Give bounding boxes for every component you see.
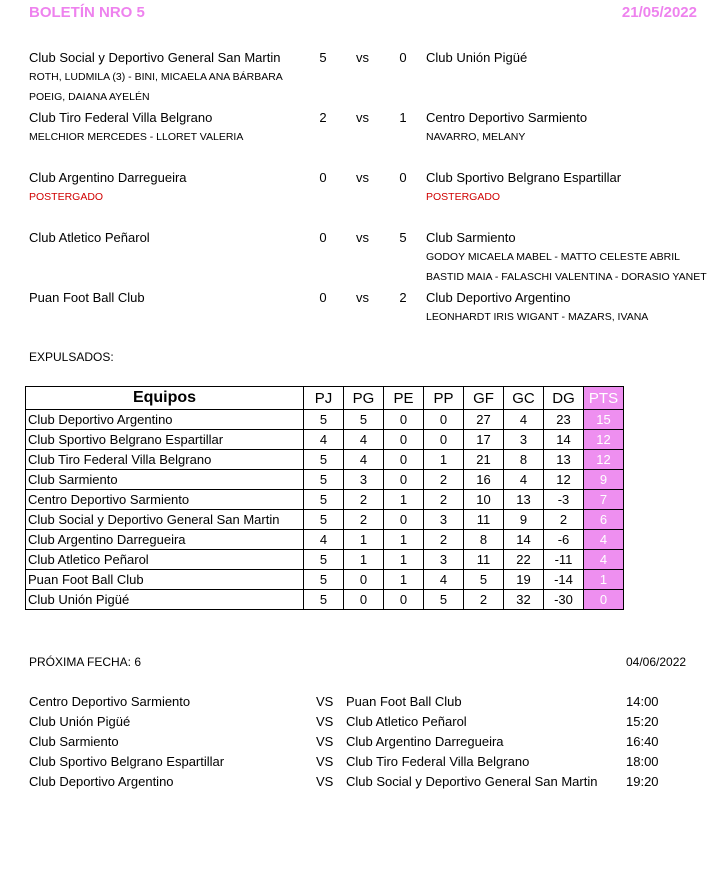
dg-cell: -6 bbox=[544, 530, 584, 550]
team-name-cell: Club Unión Pigüé bbox=[26, 590, 304, 610]
fixture-time: 16:40 bbox=[626, 734, 659, 749]
team-name-cell: Club Social y Deportivo General San Martin bbox=[26, 510, 304, 530]
away-team: Club Sportivo Belgrano Espartillar bbox=[426, 170, 622, 185]
pg-cell: 1 bbox=[344, 530, 384, 550]
header-pts: PTS bbox=[584, 387, 624, 410]
vs-label: vs bbox=[356, 290, 369, 305]
pts-cell: 7 bbox=[584, 490, 624, 510]
dg-cell: -14 bbox=[544, 570, 584, 590]
header-gc: GC bbox=[504, 387, 544, 410]
table-header-row bbox=[26, 387, 624, 410]
fixture-time: 14:00 bbox=[626, 694, 659, 709]
home-scorers: POEIG, DAIANA AYELÉN bbox=[29, 91, 150, 103]
home-score: 0 bbox=[319, 170, 327, 185]
home-score: 5 bbox=[319, 50, 327, 65]
vs-label: vs bbox=[356, 50, 369, 65]
fixture-vs-label: VS bbox=[316, 694, 334, 709]
fixture-away-team: Club Atletico Peñarol bbox=[346, 714, 467, 729]
fixture-time: 18:00 bbox=[626, 754, 659, 769]
fixture-vs-label: VS bbox=[316, 714, 334, 729]
pj-cell: 4 bbox=[304, 430, 344, 450]
fixture-home-team: Club Unión Pigüé bbox=[29, 714, 131, 729]
fixture-away-team: Club Social y Deportivo General San Martin bbox=[346, 774, 598, 789]
next-round-label: PRÓXIMA FECHA: 6 bbox=[29, 655, 142, 669]
gf-cell: 5 bbox=[464, 570, 504, 590]
fixture-vs-label: VS bbox=[316, 754, 334, 769]
pts-cell: 4 bbox=[584, 550, 624, 570]
pe-cell: 1 bbox=[384, 550, 424, 570]
gc-cell: 22 bbox=[504, 550, 544, 570]
pp-cell: 3 bbox=[424, 550, 464, 570]
team-name-cell: Club Sarmiento bbox=[26, 470, 304, 490]
pts-cell: 15 bbox=[584, 410, 624, 430]
pj-cell: 5 bbox=[304, 470, 344, 490]
pg-cell: 2 bbox=[344, 490, 384, 510]
vs-label: vs bbox=[356, 110, 369, 125]
dg-cell: -3 bbox=[544, 490, 584, 510]
away-score: 5 bbox=[399, 230, 407, 245]
pg-cell: 4 bbox=[344, 430, 384, 450]
pp-cell: 1 bbox=[424, 450, 464, 470]
gc-cell: 13 bbox=[504, 490, 544, 510]
pj-cell: 5 bbox=[304, 450, 344, 470]
pp-cell: 3 bbox=[424, 510, 464, 530]
pp-cell: 2 bbox=[424, 470, 464, 490]
team-name-cell: Puan Foot Ball Club bbox=[26, 570, 304, 590]
fixture-vs-label: VS bbox=[316, 774, 334, 789]
fixture-home-team: Club Deportivo Argentino bbox=[29, 774, 174, 789]
gc-cell: 19 bbox=[504, 570, 544, 590]
team-name-cell: Club Atletico Peñarol bbox=[26, 550, 304, 570]
pp-cell: 2 bbox=[424, 530, 464, 550]
home-team: Puan Foot Ball Club bbox=[29, 290, 145, 305]
team-name-cell: Club Deportivo Argentino bbox=[26, 410, 304, 430]
dg-cell: 12 bbox=[544, 470, 584, 490]
dg-cell: 23 bbox=[544, 410, 584, 430]
gf-cell: 27 bbox=[464, 410, 504, 430]
away-scorers: LEONHARDT IRIS WIGANT - MAZARS, IVANA bbox=[426, 311, 649, 323]
gf-cell: 10 bbox=[464, 490, 504, 510]
pp-cell: 5 bbox=[424, 590, 464, 610]
pts-cell: 4 bbox=[584, 530, 624, 550]
fixture-away-team: Puan Foot Ball Club bbox=[346, 694, 462, 709]
fixture-time: 15:20 bbox=[626, 714, 659, 729]
pg-cell: 0 bbox=[344, 590, 384, 610]
gc-cell: 3 bbox=[504, 430, 544, 450]
table-row bbox=[26, 450, 624, 470]
pj-cell: 4 bbox=[304, 530, 344, 550]
table-row bbox=[26, 430, 624, 450]
home-team: Club Tiro Federal Villa Belgrano bbox=[29, 110, 213, 125]
gc-cell: 4 bbox=[504, 470, 544, 490]
gf-cell: 2 bbox=[464, 590, 504, 610]
home-score: 0 bbox=[319, 230, 327, 245]
pg-cell: 1 bbox=[344, 550, 384, 570]
next-round-date: 04/06/2022 bbox=[626, 655, 687, 669]
pj-cell: 5 bbox=[304, 570, 344, 590]
vs-label: vs bbox=[356, 170, 369, 185]
fixture-home-team: Club Sarmiento bbox=[29, 734, 119, 749]
pe-cell: 1 bbox=[384, 570, 424, 590]
away-scorers: GODOY MICAELA MABEL - MATTO CELESTE ABRIL bbox=[426, 251, 681, 263]
team-name-cell: Centro Deportivo Sarmiento bbox=[26, 490, 304, 510]
standings-table bbox=[25, 386, 624, 610]
pts-cell: 0 bbox=[584, 590, 624, 610]
table-row bbox=[26, 510, 624, 530]
pp-cell: 2 bbox=[424, 490, 464, 510]
postponed-note: POSTERGADO bbox=[426, 191, 501, 203]
pts-cell: 12 bbox=[584, 430, 624, 450]
pe-cell: 1 bbox=[384, 490, 424, 510]
pe-cell: 0 bbox=[384, 450, 424, 470]
dg-cell: 13 bbox=[544, 450, 584, 470]
dg-cell: -11 bbox=[544, 550, 584, 570]
table-row bbox=[26, 490, 624, 510]
pe-cell: 0 bbox=[384, 410, 424, 430]
header-dg: DG bbox=[544, 387, 584, 410]
pg-cell: 4 bbox=[344, 450, 384, 470]
pe-cell: 1 bbox=[384, 530, 424, 550]
pts-cell: 1 bbox=[584, 570, 624, 590]
pg-cell: 0 bbox=[344, 570, 384, 590]
away-team: Club Sarmiento bbox=[426, 230, 516, 245]
gf-cell: 11 bbox=[464, 510, 504, 530]
fixture-away-team: Club Argentino Darregueira bbox=[346, 734, 504, 749]
away-scorers: NAVARRO, MELANY bbox=[426, 131, 526, 143]
pj-cell: 5 bbox=[304, 410, 344, 430]
away-score: 0 bbox=[399, 50, 407, 65]
table-row bbox=[26, 550, 624, 570]
home-scorers: ROTH, LUDMILA (3) - BINI, MICAELA ANA BÁRBARA bbox=[29, 71, 283, 83]
postponed-note: POSTERGADO bbox=[29, 191, 104, 203]
header-pj: PJ bbox=[304, 387, 344, 410]
fixture-home-team: Club Sportivo Belgrano Espartillar bbox=[29, 754, 225, 769]
pj-cell: 5 bbox=[304, 490, 344, 510]
away-team: Centro Deportivo Sarmiento bbox=[426, 110, 588, 125]
header-pp: PP bbox=[424, 387, 464, 410]
header-pg: PG bbox=[344, 387, 384, 410]
expulsados-label: EXPULSADOS: bbox=[29, 350, 114, 364]
pe-cell: 0 bbox=[384, 430, 424, 450]
home-score: 0 bbox=[319, 290, 327, 305]
fixture-away-team: Club Tiro Federal Villa Belgrano bbox=[346, 754, 530, 769]
home-scorers: MELCHIOR MERCEDES - LLORET VALERIA bbox=[29, 131, 244, 143]
bulletin-date: 21/05/2022 bbox=[621, 4, 697, 21]
home-team: Club Argentino Darregueira bbox=[29, 170, 187, 185]
fixture-home-team: Centro Deportivo Sarmiento bbox=[29, 694, 191, 709]
pe-cell: 0 bbox=[384, 590, 424, 610]
table-row bbox=[26, 470, 624, 490]
away-score: 0 bbox=[399, 170, 407, 185]
team-name-cell: Club Sportivo Belgrano Espartillar bbox=[26, 430, 304, 450]
pg-cell: 2 bbox=[344, 510, 384, 530]
gc-cell: 9 bbox=[504, 510, 544, 530]
pts-cell: 12 bbox=[584, 450, 624, 470]
home-team: Club Atletico Peñarol bbox=[29, 230, 150, 245]
pp-cell: 0 bbox=[424, 410, 464, 430]
dg-cell: 2 bbox=[544, 510, 584, 530]
away-score: 1 bbox=[399, 110, 407, 125]
table-row bbox=[26, 590, 624, 610]
gc-cell: 8 bbox=[504, 450, 544, 470]
pg-cell: 5 bbox=[344, 410, 384, 430]
gf-cell: 8 bbox=[464, 530, 504, 550]
gf-cell: 21 bbox=[464, 450, 504, 470]
gf-cell: 17 bbox=[464, 430, 504, 450]
header-pe: PE bbox=[384, 387, 424, 410]
gc-cell: 32 bbox=[504, 590, 544, 610]
fixture-time: 19:20 bbox=[626, 774, 659, 789]
dg-cell: 14 bbox=[544, 430, 584, 450]
away-team: Club Unión Pigüé bbox=[426, 50, 528, 65]
gc-cell: 4 bbox=[504, 410, 544, 430]
home-team: Club Social y Deportivo General San Martin bbox=[29, 50, 281, 65]
bulletin-title: BOLETÍN NRO 5 bbox=[29, 4, 145, 21]
pp-cell: 0 bbox=[424, 430, 464, 450]
pj-cell: 5 bbox=[304, 590, 344, 610]
team-name-cell: Club Tiro Federal Villa Belgrano bbox=[26, 450, 304, 470]
away-scorers: BASTID MAIA - FALASCHI VALENTINA - DORASIO YANET bbox=[426, 271, 707, 283]
dg-cell: -30 bbox=[544, 590, 584, 610]
home-score: 2 bbox=[319, 110, 327, 125]
away-score: 2 bbox=[399, 290, 407, 305]
pg-cell: 3 bbox=[344, 470, 384, 490]
gf-cell: 11 bbox=[464, 550, 504, 570]
pj-cell: 5 bbox=[304, 550, 344, 570]
pe-cell: 0 bbox=[384, 510, 424, 530]
header-equipos: Equipos bbox=[26, 387, 304, 410]
fixture-vs-label: VS bbox=[316, 734, 334, 749]
team-name-cell: Club Argentino Darregueira bbox=[26, 530, 304, 550]
gc-cell: 14 bbox=[504, 530, 544, 550]
header-gf: GF bbox=[464, 387, 504, 410]
pts-cell: 9 bbox=[584, 470, 624, 490]
pp-cell: 4 bbox=[424, 570, 464, 590]
pj-cell: 5 bbox=[304, 510, 344, 530]
gf-cell: 16 bbox=[464, 470, 504, 490]
table-row bbox=[26, 530, 624, 550]
table-row bbox=[26, 570, 624, 590]
pts-cell: 6 bbox=[584, 510, 624, 530]
vs-label: vs bbox=[356, 230, 369, 245]
away-team: Club Deportivo Argentino bbox=[426, 290, 571, 305]
pe-cell: 0 bbox=[384, 470, 424, 490]
table-row bbox=[26, 410, 624, 430]
